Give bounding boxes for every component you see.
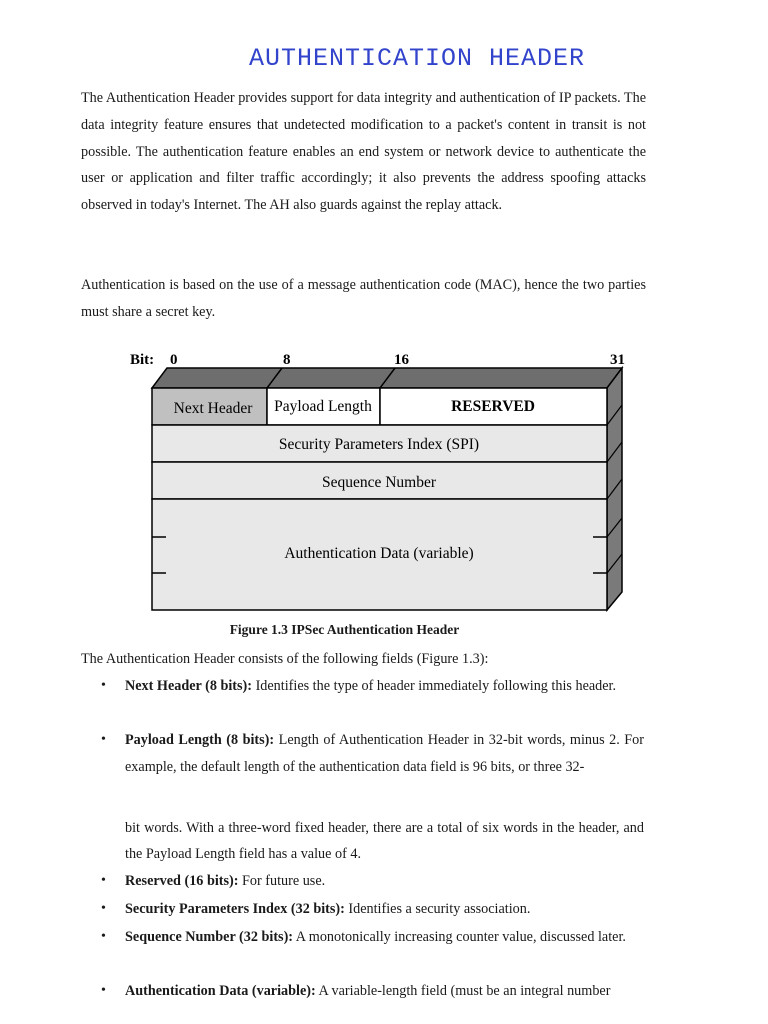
- bullet: •: [101, 873, 106, 888]
- field-desc: A variable-length field (must be an integral number: [315, 983, 611, 999]
- field-desc: Length of Authentication Header in 32-bit words, minus 2. For example, the default length of the authentication data field is 96 bits, or three 32-: [125, 732, 644, 775]
- field-term: Authentication Data (variable):: [125, 983, 316, 999]
- field-desc: For future use.: [238, 873, 326, 889]
- list-item: [81, 896, 644, 924]
- page-title: AUTHENTICATION HEADER: [248, 44, 586, 73]
- bullet: •: [101, 678, 106, 693]
- list-item: [81, 868, 644, 896]
- sequence-number-label: Sequence Number: [321, 474, 437, 491]
- mac-paragraph: Authentication is based on the use of a message authentication code (MAC), hence the two parties must share a secret key.: [81, 277, 646, 320]
- field-term: Next Header (8 bits):: [125, 678, 253, 694]
- payload-length-label: Payload Length: [274, 398, 372, 415]
- field-desc: A monotonically increasing counter value, discussed later.: [293, 929, 626, 945]
- bullet: •: [101, 983, 106, 998]
- list-item: [81, 978, 644, 1006]
- bit-tick-31: 31: [610, 352, 625, 368]
- field-desc: Identifies the type of header immediately following this header.: [252, 678, 617, 694]
- spi-label: Security Parameters Index (SPI): [278, 436, 480, 453]
- bit-tick-0: 0: [170, 352, 178, 368]
- field-desc: Identifies a security association.: [344, 901, 531, 917]
- field-term: Payload Length (8 bits):: [125, 732, 275, 748]
- list-item: [81, 727, 644, 868]
- auth-data-label: Authentication Data (variable): [284, 545, 474, 562]
- intro-paragraph: The Authentication Header provides support for data integrity and authentication of IP packets. The data integrity feature ensures that undetected modification to a packet's content in transit is not possible. The authentication feature enables an end system or network device to authenticate the user or application and filter traffic accordingly; it also prevents the address spoofing attacks observed in today's Internet. The AH also guards against the replay attack.: [81, 90, 646, 214]
- field-desc-continued: bit words. With a three-word fixed header, there are a total of six words in the header, and the Payload Length field has a value of 4.: [125, 819, 644, 863]
- field-term: Sequence Number (32 bits):: [125, 929, 294, 945]
- bit-label: Bit:: [130, 352, 155, 368]
- list-item: [81, 924, 644, 978]
- field-term: Security Parameters Index (32 bits):: [125, 901, 345, 917]
- next-header-label: Next Header: [173, 400, 253, 417]
- fields-list: [81, 673, 644, 1006]
- ah-header-figure: [120, 344, 640, 616]
- reserved-label: RESERVED: [451, 398, 535, 415]
- figure-caption: Figure 1.3 IPSec Authentication Header: [229, 622, 460, 637]
- fields-intro: The Authentication Header consists of the following fields (Figure 1.3):: [81, 651, 489, 667]
- bullet: •: [101, 929, 106, 944]
- bit-tick-8: 8: [283, 352, 291, 368]
- bullet: •: [101, 901, 106, 916]
- bullet: •: [101, 732, 106, 747]
- list-item: [81, 673, 644, 727]
- field-term: Reserved (16 bits):: [125, 873, 239, 889]
- bit-tick-16: 16: [394, 352, 409, 368]
